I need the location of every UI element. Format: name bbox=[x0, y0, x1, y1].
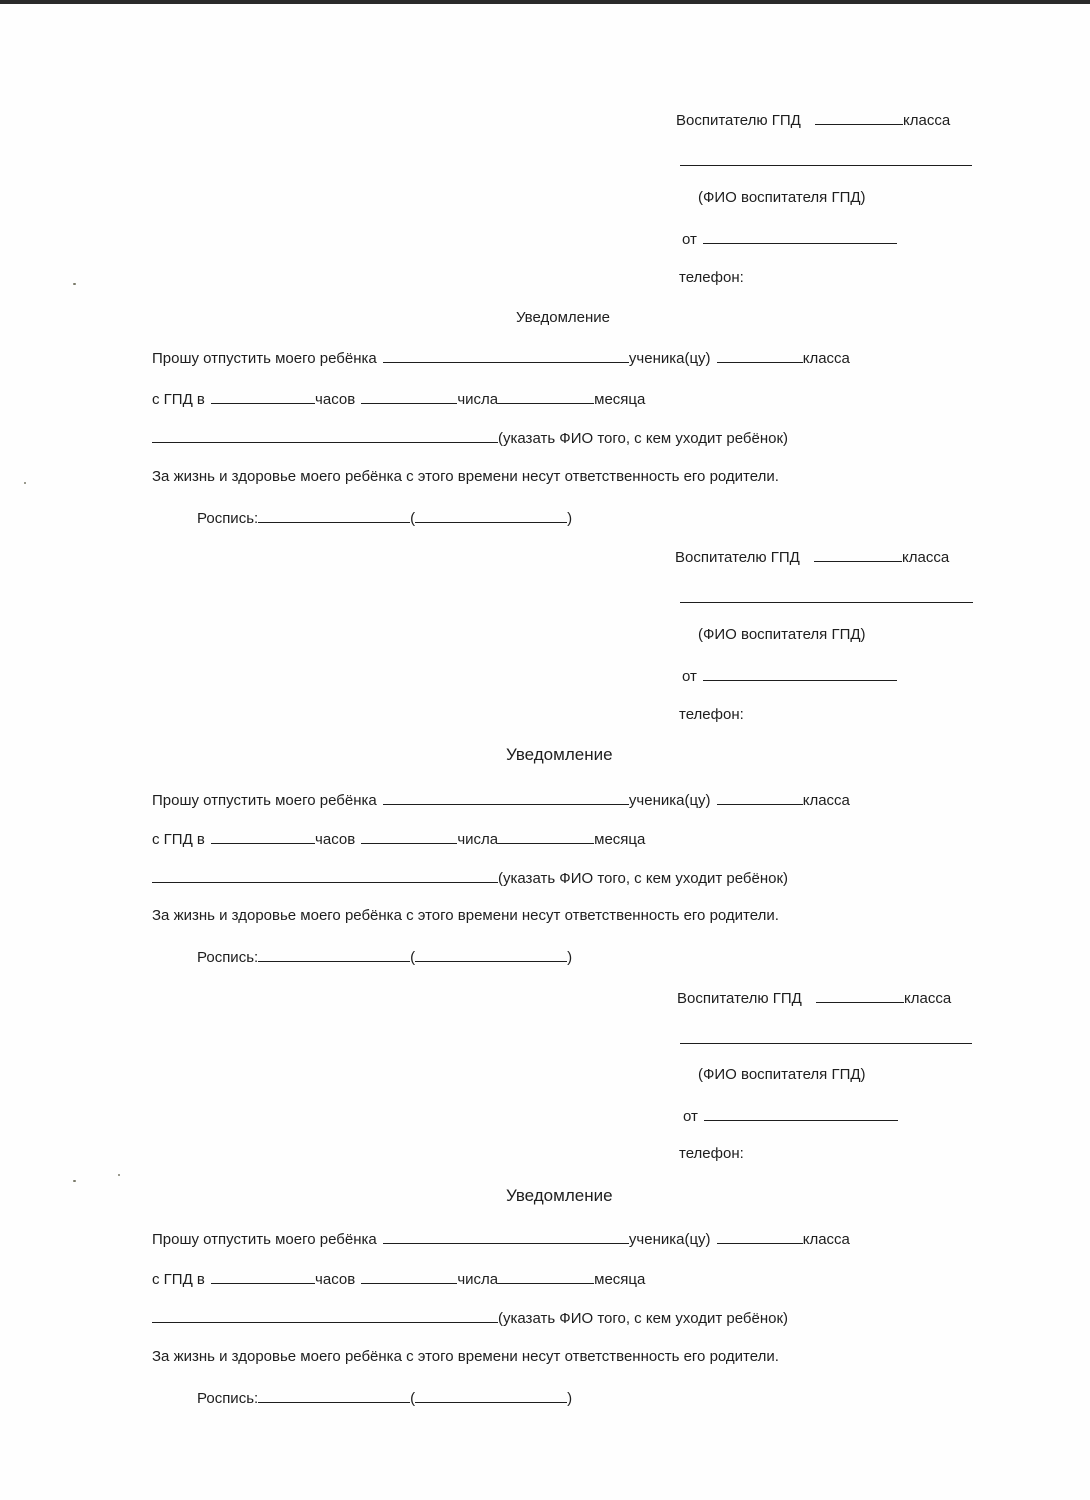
signature-blank[interactable] bbox=[258, 947, 410, 962]
request-line bbox=[152, 790, 850, 810]
hours-word: часов bbox=[315, 1271, 356, 1288]
date-word: числа bbox=[457, 391, 499, 408]
student-word: ученика(цу) bbox=[628, 350, 711, 367]
signature-close: ) bbox=[567, 949, 573, 966]
signature-blank[interactable] bbox=[258, 1388, 410, 1403]
notice-form-1 bbox=[0, 110, 1090, 550]
class-suffix: класса bbox=[902, 549, 950, 566]
month-word: месяца bbox=[594, 1271, 646, 1288]
signature-decoding-blank[interactable] bbox=[415, 947, 567, 962]
addressee-line bbox=[676, 110, 950, 130]
hours-word: часов bbox=[315, 831, 356, 848]
signature-line bbox=[197, 1388, 572, 1408]
signature-open: ( bbox=[410, 949, 416, 966]
phone-label: телефон: bbox=[679, 706, 744, 723]
class-word: класса bbox=[802, 792, 850, 809]
escort-line bbox=[152, 868, 788, 888]
escort-caption: (указать ФИО того, с кем уходит ребёнок) bbox=[498, 870, 789, 887]
class-suffix: класса bbox=[903, 112, 951, 129]
month-word: месяца bbox=[594, 391, 646, 408]
from-line bbox=[683, 1106, 898, 1126]
class-blank[interactable] bbox=[815, 110, 903, 125]
addressee-prefix: Воспитателю ГПД bbox=[677, 990, 802, 1007]
from-group-prefix: с ГПД в bbox=[152, 1271, 205, 1288]
hours-blank[interactable] bbox=[211, 1269, 315, 1284]
child-class-blank[interactable] bbox=[717, 348, 803, 363]
class-word: класса bbox=[802, 350, 850, 367]
child-name-blank[interactable] bbox=[383, 1229, 629, 1244]
date-blank[interactable] bbox=[361, 389, 457, 404]
request-prefix: Прошу отпустить моего ребёнка bbox=[152, 792, 377, 809]
from-label: от bbox=[682, 231, 697, 248]
parent-name-blank[interactable] bbox=[704, 1106, 898, 1121]
child-name-blank[interactable] bbox=[383, 790, 629, 805]
from-line bbox=[682, 666, 897, 686]
class-blank[interactable] bbox=[814, 547, 902, 562]
teacher-name-line[interactable] bbox=[680, 1043, 972, 1044]
signature-label: Роспись: bbox=[197, 1390, 259, 1407]
hours-blank[interactable] bbox=[211, 829, 315, 844]
month-word: месяца bbox=[594, 831, 646, 848]
addressee-line bbox=[675, 547, 949, 567]
signature-label: Роспись: bbox=[197, 510, 259, 527]
child-name-blank[interactable] bbox=[383, 348, 629, 363]
notice-title: Уведомление bbox=[506, 1186, 613, 1205]
escort-name-blank[interactable] bbox=[152, 428, 498, 443]
teacher-name-caption: (ФИО воспитателя ГПД) bbox=[698, 189, 866, 206]
notice-title: Уведомление bbox=[506, 745, 613, 764]
date-word: числа bbox=[457, 1271, 499, 1288]
teacher-name-line[interactable] bbox=[680, 602, 973, 603]
escort-name-blank[interactable] bbox=[152, 1308, 498, 1323]
responsibility-text: За жизнь и здоровье моего ребёнка с этого времени несут ответственность его родители. bbox=[152, 468, 779, 485]
from-label: от bbox=[683, 1108, 698, 1125]
request-line bbox=[152, 1229, 850, 1249]
addressee-prefix: Воспитателю ГПД bbox=[676, 112, 801, 129]
addressee-line bbox=[677, 988, 951, 1008]
signature-decoding-blank[interactable] bbox=[415, 508, 567, 523]
from-line bbox=[682, 229, 897, 249]
signature-decoding-blank[interactable] bbox=[415, 1388, 567, 1403]
notice-form-3 bbox=[0, 988, 1090, 1428]
student-word: ученика(цу) bbox=[628, 792, 711, 809]
request-prefix: Прошу отпустить моего ребёнка bbox=[152, 1231, 377, 1248]
teacher-name-caption: (ФИО воспитателя ГПД) bbox=[698, 1066, 866, 1083]
class-suffix: класса bbox=[904, 990, 952, 1007]
teacher-name-line[interactable] bbox=[680, 165, 972, 166]
time-line bbox=[152, 389, 645, 409]
student-word: ученика(цу) bbox=[628, 1231, 711, 1248]
month-blank[interactable] bbox=[498, 829, 594, 844]
parent-name-blank[interactable] bbox=[703, 229, 897, 244]
date-blank[interactable] bbox=[361, 1269, 457, 1284]
scan-top-edge bbox=[0, 0, 1090, 4]
signature-label: Роспись: bbox=[197, 949, 259, 966]
request-prefix: Прошу отпустить моего ребёнка bbox=[152, 350, 377, 367]
signature-blank[interactable] bbox=[258, 508, 410, 523]
notice-form-2 bbox=[0, 547, 1090, 987]
time-line bbox=[152, 1269, 645, 1289]
escort-name-blank[interactable] bbox=[152, 868, 498, 883]
child-class-blank[interactable] bbox=[717, 1229, 803, 1244]
escort-caption: (указать ФИО того, с кем уходит ребёнок) bbox=[498, 1310, 789, 1327]
signature-line bbox=[197, 947, 572, 967]
phone-label: телефон: bbox=[679, 269, 744, 286]
addressee-prefix: Воспитателю ГПД bbox=[675, 549, 800, 566]
responsibility-text: За жизнь и здоровье моего ребёнка с этого времени несут ответственность его родители. bbox=[152, 907, 779, 924]
from-group-prefix: с ГПД в bbox=[152, 831, 205, 848]
month-blank[interactable] bbox=[498, 389, 594, 404]
responsibility-text: За жизнь и здоровье моего ребёнка с этого времени несут ответственность его родители. bbox=[152, 1348, 779, 1365]
time-line bbox=[152, 829, 645, 849]
escort-line bbox=[152, 428, 788, 448]
child-class-blank[interactable] bbox=[717, 790, 803, 805]
hours-word: часов bbox=[315, 391, 356, 408]
class-blank[interactable] bbox=[816, 988, 904, 1003]
notice-title: Уведомление bbox=[516, 309, 611, 326]
from-label: от bbox=[682, 668, 697, 685]
signature-open: ( bbox=[410, 1390, 416, 1407]
signature-line bbox=[197, 508, 572, 528]
signature-close: ) bbox=[567, 510, 573, 527]
signature-open: ( bbox=[410, 510, 416, 527]
escort-caption: (указать ФИО того, с кем уходит ребёнок) bbox=[498, 430, 789, 447]
class-word: класса bbox=[802, 1231, 850, 1248]
phone-label: телефон: bbox=[679, 1145, 744, 1162]
escort-line bbox=[152, 1308, 788, 1328]
signature-close: ) bbox=[567, 1390, 573, 1407]
request-line bbox=[152, 348, 850, 368]
teacher-name-caption: (ФИО воспитателя ГПД) bbox=[698, 626, 866, 643]
from-group-prefix: с ГПД в bbox=[152, 391, 205, 408]
parent-name-blank[interactable] bbox=[703, 666, 897, 681]
month-blank[interactable] bbox=[498, 1269, 594, 1284]
date-blank[interactable] bbox=[361, 829, 457, 844]
hours-blank[interactable] bbox=[211, 389, 315, 404]
date-word: числа bbox=[457, 831, 499, 848]
